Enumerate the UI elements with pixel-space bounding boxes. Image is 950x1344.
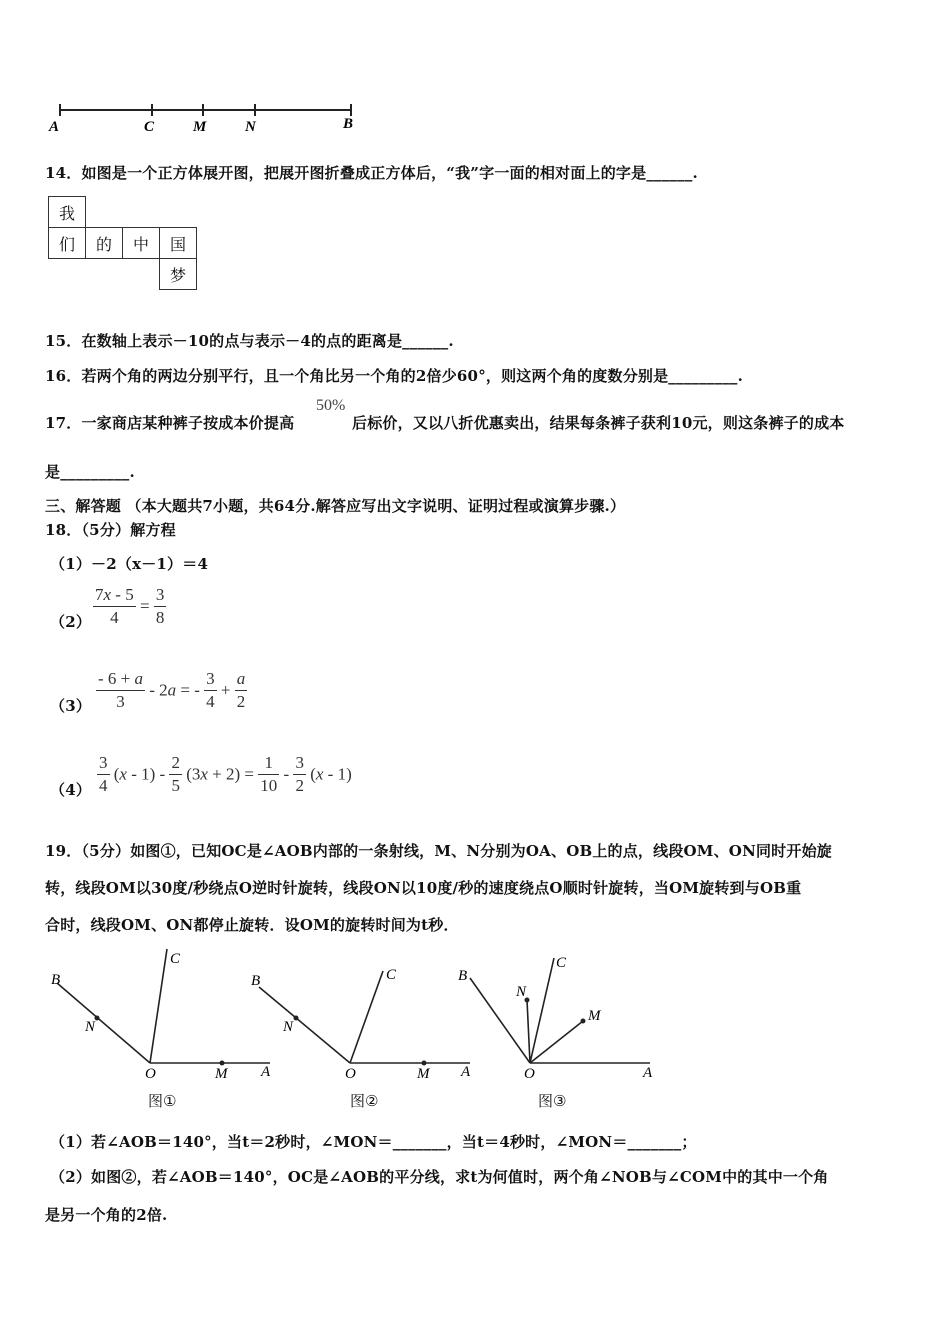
svg-text:N: N (283, 1019, 294, 1035)
svg-text:B: B (458, 968, 468, 984)
section-3-heading: 三、解答题 （本大题共7小题，共64分.解答应写出文字说明、证明过程或演算步骤.） (45, 497, 626, 515)
cell-meng: 梦 (160, 259, 197, 290)
ray-ob (259, 987, 350, 1063)
question-19-sub1: （1）若∠AOB＝140°，当t＝2秒时，∠MON＝_______，当t＝4秒时，∠MON＝_______； (50, 1133, 697, 1151)
cell-men: 们 (49, 228, 86, 259)
cell-zhong: 中 (123, 228, 160, 259)
label-c: C (144, 119, 155, 135)
svg-text:O: O (145, 1066, 156, 1082)
equation-2-label: （2） (50, 613, 92, 631)
label-n: N (245, 119, 256, 135)
cell-de: 的 (86, 228, 123, 259)
svg-text:B: B (251, 973, 261, 989)
svg-text:A: A (643, 1065, 653, 1081)
cube-net (48, 196, 197, 290)
label-b: B (343, 116, 354, 132)
question-19-line1: 19．（5分）如图①，已知OC是∠AOB内部的一条射线，M、N分别为OA、OB上的点，线段OM、ON同时开始旋 (45, 842, 832, 860)
percent-50: 50% (316, 397, 346, 414)
equation-2: $\frac{7x - 5}{4}$ = $\frac{3}{8}$ (95, 585, 165, 627)
label-m: M (193, 119, 207, 135)
svg-text:O: O (524, 1066, 535, 1082)
ray-on (527, 1000, 530, 1063)
equation-1: （1）－2（x－1）＝4 (50, 555, 209, 573)
svg-text:B: B (51, 972, 61, 988)
svg-text:M: M (417, 1066, 430, 1082)
question-17-a: 17．一家商店某种裤子按成本价提高 (45, 414, 295, 432)
cell-wo: 我 (49, 197, 86, 228)
figure-1-caption: 图① (148, 1092, 177, 1110)
equation-3-label: （3） (50, 697, 92, 715)
point-n (294, 1016, 299, 1021)
point-m (422, 1061, 427, 1066)
equation-3: $\frac{- 6 + a}{3}$ - 2a = - $\frac{3}{4}$ + $\frac{a}{2}$ (98, 669, 246, 711)
svg-text:A: A (261, 1064, 271, 1080)
segment-figure (45, 98, 365, 138)
svg-text:N: N (516, 984, 527, 1000)
svg-text:A: A (461, 1064, 471, 1080)
question-17-b: 后标价，又以八折优惠卖出，结果每条裤子获利10元，则这条裤子的成本 (352, 414, 845, 432)
question-19-sub2-a: （2）如图②，若∠AOB＝140°，OC是∠AOB的平分线，求t为何值时，两个角∠NOB与∠COM中的其中一个角 (50, 1168, 829, 1186)
ray-oc (350, 971, 383, 1063)
ray-oc (150, 949, 167, 1063)
question-17-c: 是_________. (45, 463, 135, 481)
question-19-line3: 合时，线段OM、ON都停止旋转．设OM的旋转时间为t秒． (45, 916, 459, 934)
svg-text:C: C (386, 967, 397, 983)
equation-4-label: （4） (50, 781, 92, 799)
question-15: 15．在数轴上表示－10的点与表示－4的点的距离是______. (45, 332, 454, 350)
question-16: 16．若两个角的两边分别平行，且一个角比另一个角的2倍少60°，则这两个角的度数分别是_________. (45, 367, 744, 385)
question-18-title: 18．（5分）解方程 (45, 521, 176, 539)
svg-text:N: N (85, 1019, 96, 1035)
svg-text:M: M (588, 1008, 601, 1024)
svg-text:C: C (556, 955, 567, 971)
question-19-line2: 转，线段OM以30度/秒绕点O逆时针旋转，线段ON以10度/秒的速度绕点O顺时针旋转，当OM旋转到与OB重 (45, 879, 802, 897)
point-m (581, 1019, 586, 1024)
question-19-sub2-b: 是另一个角的2倍. (45, 1206, 168, 1224)
figure-3 (450, 950, 670, 1110)
svg-text:O: O (345, 1066, 356, 1082)
point-n (95, 1016, 100, 1021)
point-m (220, 1061, 225, 1066)
cell-guo: 国 (160, 228, 197, 259)
question-14: 14．如图是一个正方体展开图，把展开图折叠成正方体后，“我”字一面的相对面上的字是______. (45, 164, 698, 182)
svg-text:C: C (170, 951, 181, 967)
label-a: A (49, 119, 60, 135)
ray-ob (57, 983, 150, 1063)
figure-2-caption: 图② (350, 1092, 379, 1110)
svg-text:M: M (215, 1066, 228, 1082)
equation-4: $\frac{3}{4}$ (x - 1) - $\frac{2}{5}$ (3x + 2) = $\frac{1}{10}$ - $\frac{3}{2}$ (x - 1) (99, 753, 352, 795)
figure-3-caption: 图③ (538, 1092, 567, 1110)
